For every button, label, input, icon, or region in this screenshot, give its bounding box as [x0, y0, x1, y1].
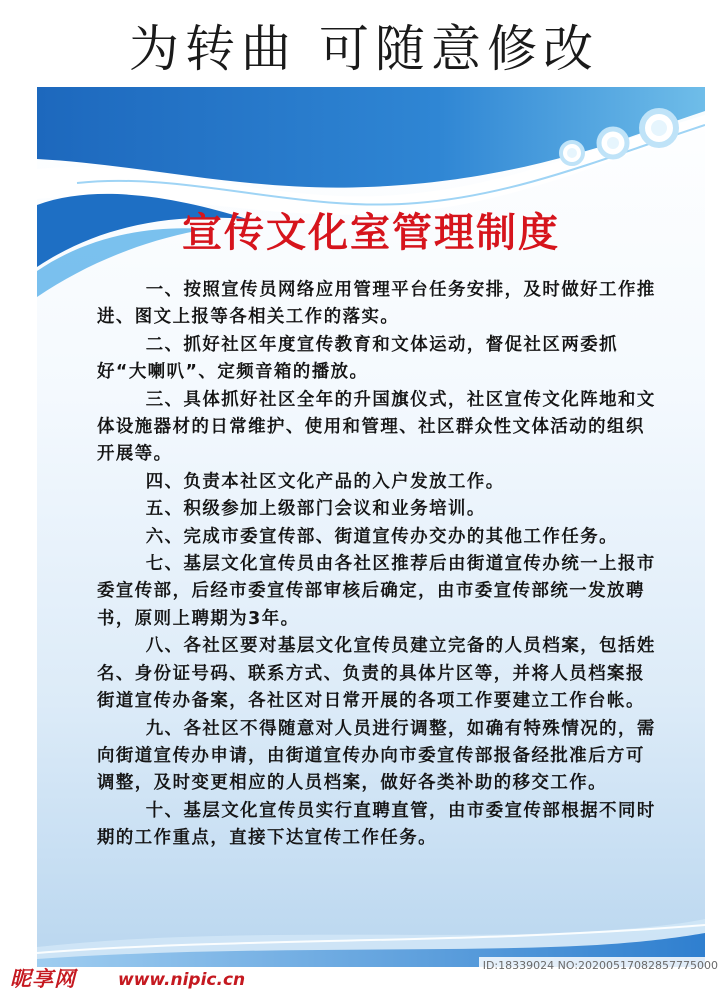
rule-item: 三、具体抓好社区全年的升国旗仪式，社区宣传文化阵地和文体设施器材的日常维护、使用和管理、社区群众性文体活动的组织开展等。	[97, 389, 656, 465]
rule-item: 六、完成市委宣传部、街道宣传办交办的其他工作任务。	[145, 526, 618, 547]
watermark-footer	[0, 959, 728, 993]
rule-item: 五、积级参加上级部门会议和业务培训。	[145, 499, 486, 520]
rule-item: 十、基层文化宣传员实行直聘直管，由市委宣传部根据不同时期的工作重点，直接下达宣传工作任务。	[97, 800, 656, 849]
top-caption: 为转曲 可随意修改	[129, 20, 599, 78]
rule-item: 八、各社区要对基层文化宣传员建立完备的人员档案，包括姓名、身份证号码、联系方式、负责的具体片区等，并将人员档案报街道宣传办备案，各社区对日常开展的各项工作要建立工作台帐。	[97, 636, 656, 712]
poster-board	[37, 87, 705, 967]
site-logo: 昵享网	[10, 967, 76, 991]
rule-item: 二、抓好社区年度宣传教育和文体运动，督促社区两委抓好“大喇叭”、定频音箱的播放。	[97, 334, 618, 383]
image-id-label: ID:18339024 NO:20200517082857775000	[479, 957, 722, 975]
rule-item: 一、按照宣传员网络应用管理平台任务安排，及时做好工作推进、图文上报等各相关工作的落实。	[97, 280, 656, 328]
rules-list	[97, 277, 657, 853]
rule-item: 九、各社区不得随意对人员进行调整，如确有特殊情况的，需向街道宣传办申请，由街道宣传办向市委宣传部报备经批准后方可调整，及时变更相应的人员档案，做好各类补助的移交工作。	[97, 718, 656, 794]
site-url: www.nipic.cn	[118, 970, 246, 990]
rule-item: 七、基层文化宣传员由各社区推荐后由街道宣传办统一上报市委宣传部，后经市委宣传部审核后确定，由市委宣传部统一发放聘书，原则上聘期为3年。	[97, 554, 656, 629]
poster-title: 宣传文化室管理制度	[182, 210, 560, 256]
rule-item: 四、负责本社区文化产品的入户发放工作。	[145, 471, 505, 492]
